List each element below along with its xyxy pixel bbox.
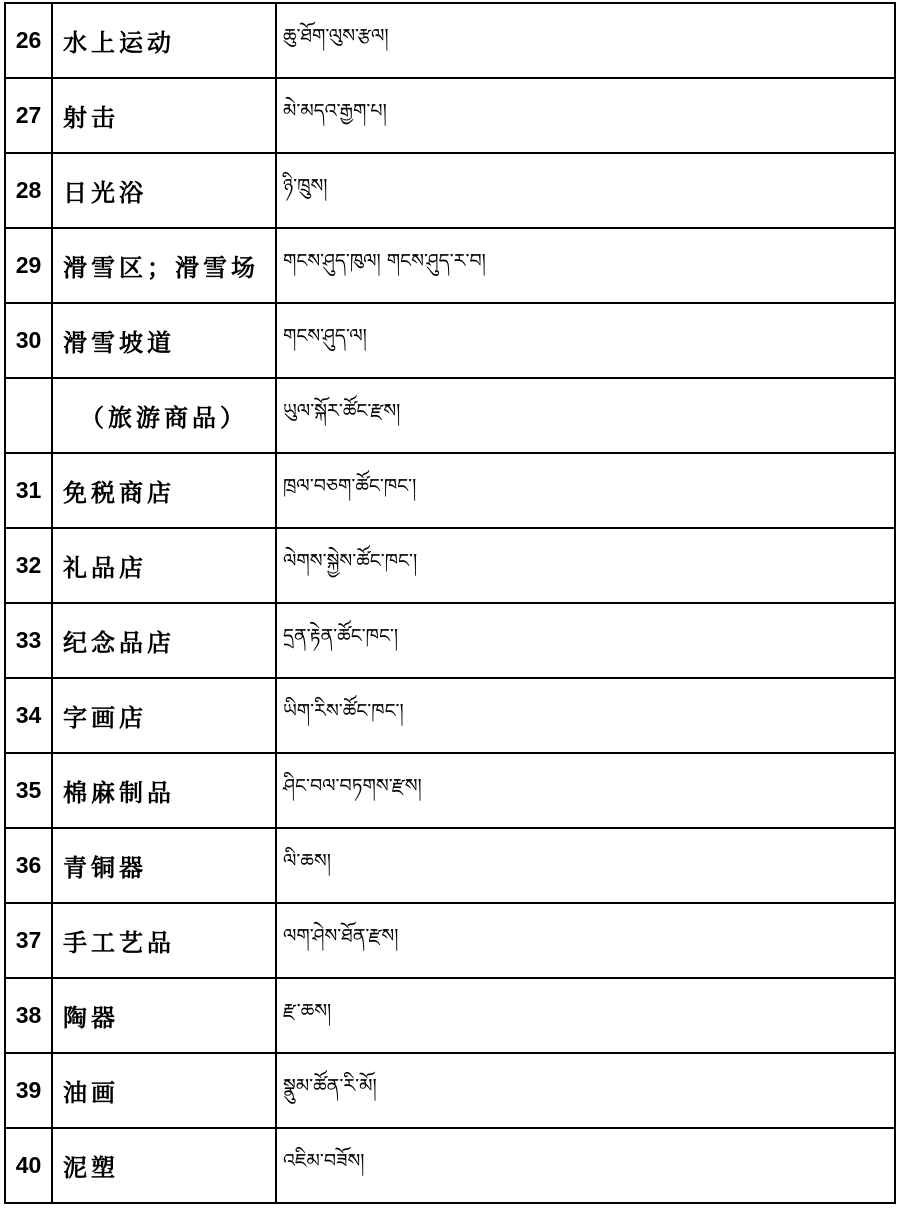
- chinese-term: 礼品店: [52, 528, 276, 603]
- table-row: [5, 153, 895, 228]
- tibetan-term: ཤིང་བལ་བཏགས་རྫས།: [276, 753, 895, 828]
- tibetan-term: ཁྲལ་བཅག་ཚོང་ཁང་།: [276, 453, 895, 528]
- section-heading: （旅游商品）: [52, 378, 276, 453]
- row-number: 33: [5, 603, 52, 678]
- tibetan-term: ཡིག་རིས་ཚོང་ཁང་།: [276, 678, 895, 753]
- table-row: [5, 1128, 895, 1203]
- table-row: [5, 3, 895, 78]
- tibetan-term: གངས་ཤུད་ལ།: [276, 303, 895, 378]
- chinese-term: 日光浴: [52, 153, 276, 228]
- table-row: [5, 753, 895, 828]
- row-number: 30: [5, 303, 52, 378]
- row-number: [5, 378, 52, 453]
- chinese-term: 油画: [52, 1053, 276, 1128]
- chinese-term: 射击: [52, 78, 276, 153]
- row-number: 37: [5, 903, 52, 978]
- row-number: 29: [5, 228, 52, 303]
- tibetan-term: ལག་ཤེས་ཐོན་རྫས།: [276, 903, 895, 978]
- tibetan-term: ལི་ཆས།: [276, 828, 895, 903]
- table-row: [5, 903, 895, 978]
- row-number: 39: [5, 1053, 52, 1128]
- table-row: [5, 1053, 895, 1128]
- table-row: [5, 528, 895, 603]
- chinese-term: 滑雪区；滑雪场: [52, 228, 276, 303]
- chinese-term: 字画店: [52, 678, 276, 753]
- chinese-term: 免税商店: [52, 453, 276, 528]
- table-row: [5, 978, 895, 1053]
- row-number: 26: [5, 3, 52, 78]
- row-number: 34: [5, 678, 52, 753]
- chinese-term: 青铜器: [52, 828, 276, 903]
- table-section-row: [5, 378, 895, 453]
- row-number: 36: [5, 828, 52, 903]
- glossary-table: [4, 2, 896, 1204]
- row-number: 28: [5, 153, 52, 228]
- tibetan-term: ལེགས་སྐྱེས་ཚོང་ཁང་།: [276, 528, 895, 603]
- row-number: 32: [5, 528, 52, 603]
- chinese-term: 水上运动: [52, 3, 276, 78]
- row-number: 35: [5, 753, 52, 828]
- tibetan-term: ཡུལ་སྐོར་ཚོང་རྫས།: [276, 378, 895, 453]
- tibetan-term: གངས་ཤུད་ཁུལ། གངས་ཤུད་ར་བ།: [276, 228, 895, 303]
- table-row: [5, 303, 895, 378]
- table-row: [5, 228, 895, 303]
- tibetan-term: དྲན་རྟེན་ཚོང་ཁང་།: [276, 603, 895, 678]
- row-number: 27: [5, 78, 52, 153]
- table-row: [5, 78, 895, 153]
- row-number: 40: [5, 1128, 52, 1203]
- chinese-term: 纪念品店: [52, 603, 276, 678]
- row-number: 31: [5, 453, 52, 528]
- tibetan-term: མེ་མདའ་རྒྱག་པ།: [276, 78, 895, 153]
- chinese-term: 棉麻制品: [52, 753, 276, 828]
- tibetan-term: སྣུམ་ཚོན་རི་མོ།: [276, 1053, 895, 1128]
- row-number: 38: [5, 978, 52, 1053]
- tibetan-term: ཆུ་ཐོག་ལུས་རྩལ།: [276, 3, 895, 78]
- chinese-term: 手工艺品: [52, 903, 276, 978]
- chinese-term: 泥塑: [52, 1128, 276, 1203]
- chinese-term: 滑雪坡道: [52, 303, 276, 378]
- tibetan-term: རྫ་ཆས།: [276, 978, 895, 1053]
- tibetan-term: འཇིམ་བཟོས།: [276, 1128, 895, 1203]
- table-row: [5, 453, 895, 528]
- tibetan-term: ཉི་ཁྲུས།: [276, 153, 895, 228]
- table-row: [5, 603, 895, 678]
- table-row: [5, 678, 895, 753]
- chinese-term: 陶器: [52, 978, 276, 1053]
- table-row: [5, 828, 895, 903]
